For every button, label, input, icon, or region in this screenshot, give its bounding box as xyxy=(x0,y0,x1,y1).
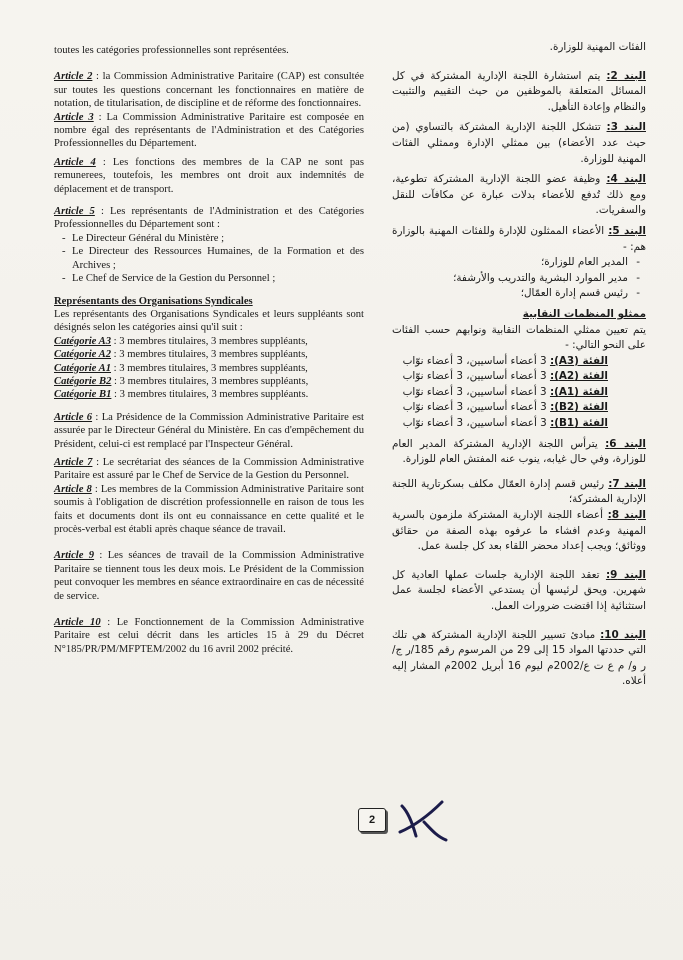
french-column xyxy=(54,44,364,656)
ar-category-a3 xyxy=(392,354,608,370)
category-text: : 3 membres titulaires, 3 membres suppléants, xyxy=(114,375,309,387)
fr-article-2-label: Article 2 xyxy=(54,71,93,83)
fr-article-8-label: Article 8 xyxy=(54,483,92,495)
category-label: الفئة (A3): xyxy=(549,354,608,367)
ar-union-heading: ممثلو المنظمات النقابية xyxy=(522,307,646,320)
ar-category-b2 xyxy=(392,400,608,416)
fr-category-a2 xyxy=(54,348,364,361)
ar-intro: الفئات المهنية للوزارة. xyxy=(549,41,646,53)
category-text: : 3 membres titulaires, 3 membres suppléants, xyxy=(113,349,308,361)
ar-band-2 xyxy=(392,69,646,116)
category-label: Catégorie B1 xyxy=(54,389,112,401)
ar-band-9-label: البند 9: xyxy=(605,568,646,581)
fr-article-4-label: Article 4 xyxy=(54,156,96,168)
ar-category-a1 xyxy=(392,385,608,401)
fr-article-8 xyxy=(54,483,364,537)
ar-band-5-label: البند 5: xyxy=(608,224,646,237)
ar-band-7-text: رئيس قسم إدارة العمّال مكلف بسكرتارية اللجنة الإدارية المشتركة؛ xyxy=(392,477,646,506)
ar-band-3-text: تتشكل اللجنة الإدارية المشتركة بالتساوي (من حيث عدد الأعضاء) بين ممثلي الإدارة وممثلي الفئات المهنية للوزارة. xyxy=(392,121,646,165)
fr-intro: toutes les catégories professionnelles sont représentées. xyxy=(54,45,289,56)
ar-band-8 xyxy=(392,508,646,555)
fr-article-9-label: Article 9 xyxy=(54,550,95,562)
category-text: 3 أعضاء أساسيين، 3 أعضاء نوّاب xyxy=(402,417,547,430)
category-label: Catégorie A1 xyxy=(54,362,111,374)
list-item: - Le Chef de Service de la Gestion du Personnel ; xyxy=(54,272,364,285)
category-text: : 3 membres titulaires, 3 membres suppléants, xyxy=(113,362,308,374)
fr-article-10 xyxy=(54,616,364,656)
list-item: - Le Directeur des Ressources Humaines, de la Formation et des Archives ; xyxy=(54,245,364,272)
ar-band-9 xyxy=(392,568,646,615)
fr-syndicales-heading: Représentants des Organisations Syndicales xyxy=(54,295,253,307)
fr-article-4 xyxy=(54,156,364,196)
category-text: : 3 membres titulaires, 3 membres suppléants, xyxy=(113,335,308,347)
fr-article-10-text: : Le Fonctionnement de la Commission Administrative Paritaire est celui décrit dans les articles 15 à 29 du Décret N°185/PR/PM/MFPTEM/2002 du 16 avril 2002 précité. xyxy=(54,617,364,655)
ar-band-2-label: البند 2: xyxy=(606,69,646,82)
ar-band-5-text: الأعضاء الممثلون للإدارة وللفئات المهنية بالوزارة هم: - xyxy=(392,224,646,253)
ar-band-6-label: البند 6: xyxy=(605,437,646,450)
ar-band-6-text: يترأس اللجنة الإدارية المشتركة المدير العام للوزارة، وفي حال غيابه، ينوب عنه المفتش العام للوزارة. xyxy=(392,437,646,466)
arabic-column xyxy=(392,40,646,690)
ar-band-3-label: البند 3: xyxy=(606,121,646,134)
fr-article-5 xyxy=(54,205,364,232)
ar-union-text: يتم تعيين ممثلي المنظمات النقابية ونوابهم حسب الفئات على النحو التالي: - xyxy=(392,323,646,352)
ar-category-list xyxy=(392,354,646,432)
fr-syndicales-text: Les représentants des Organisations Syndicales et leurs suppléants sont désignés selon les catégories ainsi qu'il suit : xyxy=(54,308,364,334)
category-label: Catégorie A2 xyxy=(54,349,111,361)
category-label: الفئة (B2): xyxy=(550,401,608,414)
ar-category-a2 xyxy=(392,369,608,385)
fr-article-5-text: : Les représentants de l'Administration et des Catégories Professionnelles du Département sont : xyxy=(54,206,364,231)
ar-band-4-label: البند 4: xyxy=(606,173,646,186)
fr-article-4-text: : Les fonctions des membres de la CAP ne sont pas remunerees, toutefois, les membres ont droit aux indemnités de déplacement et de transport. xyxy=(54,156,364,195)
fr-article-7-label: Article 7 xyxy=(54,456,93,468)
ar-band-7 xyxy=(392,477,646,508)
fr-category-b1 xyxy=(54,388,364,401)
category-text: 3 أعضاء أساسيين، 3 أعضاء نوّاب xyxy=(402,385,547,398)
ar-band-3 xyxy=(392,120,646,167)
ar-band-10 xyxy=(392,628,646,690)
fr-category-list xyxy=(54,335,364,402)
fr-article-2-text: : la Commission Administrative Paritaire (CAP) est consultée sur toutes les questions concernant les fonctionnaires en matière de notation, de titularisation, de discipline et de réforme des fonctionnaires. xyxy=(54,71,364,110)
fr-article-3 xyxy=(54,111,364,151)
category-label: Catégorie B2 xyxy=(54,375,112,387)
fr-article-6-label: Article 6 xyxy=(54,411,93,423)
ar-band-6 xyxy=(392,437,646,468)
fr-category-a3 xyxy=(54,335,364,348)
list-item: - مدير الموارد البشرية والتدريب والأرشفة؛ xyxy=(392,271,646,287)
signature-mark xyxy=(394,792,454,852)
category-label: الفئة (A2): xyxy=(549,370,608,383)
fr-article-7 xyxy=(54,456,364,483)
fr-article-7-text: : Le secrétariat des séances de la Commission Administrative Paritaire est assuré par le Chef de Service de la Gestion du Personnel. xyxy=(54,456,364,482)
fr-article-2 xyxy=(54,70,364,110)
list-item: - Le Directeur Général du Ministère ; xyxy=(54,232,364,245)
fr-article-3-label: Article 3 xyxy=(54,111,94,123)
ar-band-8-label: البند 8: xyxy=(607,509,646,522)
category-label: الفئة (A1): xyxy=(549,385,608,398)
ar-band-5 xyxy=(392,224,646,255)
ar-band-7-label: البند 7: xyxy=(608,477,646,490)
ar-band-9-text: تعقد اللجنة الإدارية جلسات عملها العادية كل شهرين. ويحق لرئيسها أن يستدعي الأعضاء لجلسة عمل استثنائية إذا اقتضت ضرورات العمل. xyxy=(392,568,646,612)
fr-category-a1 xyxy=(54,362,364,375)
page-number: 2 xyxy=(358,808,386,832)
category-text: 3 أعضاء أساسيين، 3 أعضاء نوّاب xyxy=(402,370,547,383)
fr-article-5-label: Article 5 xyxy=(54,206,95,218)
list-item: - رئيس قسم إدارة العمّال؛ xyxy=(392,286,646,302)
fr-article-6-text: : La Présidence de la Commission Administrative Paritaire est assurée par le Directeur Général du Ministère. En cas d'empêchement du Président, celui-ci est remplacé par l'Inspecteur Général. xyxy=(54,411,364,450)
category-text: 3 أعضاء أساسيين، 3 أعضاء نوّاب xyxy=(402,354,547,367)
category-label: Catégorie A3 xyxy=(54,335,111,347)
fr-article-5-list xyxy=(54,232,364,286)
ar-band-5-list xyxy=(392,255,646,302)
category-text: 3 أعضاء أساسيين، 3 أعضاء نوّاب xyxy=(402,401,547,414)
fr-article-6 xyxy=(54,411,364,451)
category-label: الفئة (B1): xyxy=(550,417,608,430)
ar-category-b1 xyxy=(392,416,608,432)
fr-article-3-text: : La Commission Administrative Paritaire est composée en nombre égal des représentants de l'Administration et des Catégories Professionnelles du Département. xyxy=(54,111,365,150)
ar-band-2-text: يتم استشارة اللجنة الإدارية المشتركة في كل المسائل المتعلقة بالموظفين من حيث التقييم والتثبيت والنظام وإعادة التأهيل. xyxy=(392,69,646,113)
list-item: - المدير العام للوزارة؛ xyxy=(392,255,646,271)
fr-article-10-label: Article 10 xyxy=(54,617,101,629)
fr-article-9-text: : Les séances de travail de la Commission Administrative Paritaire se tiennent tous les deux mois. Le Président de la Commission peut convoquer les membres en séance extraordinaire en cas de nécessité de service. xyxy=(54,550,364,602)
fr-article-8-text: : Les membres de la Commission Administrative Paritaire sont soumis à l'obligation de discrétion professionnelle en raison de tous les faits et documents dont ils ont eu connaissance en cette qualité et le procès-verbal est établi après chaque séance de travail. xyxy=(54,483,364,535)
ar-band-4 xyxy=(392,172,646,219)
category-text: : 3 membres titulaires, 3 membres suppléants. xyxy=(114,389,309,401)
ar-band-10-text: مبادئ تسيير اللجنة الإدارية المشتركة هي تلك التي حددتها المواد 15 إلى 29 من المرسوم رقم 185/ر ج/ ر و/ م ع ت ع/2002م ليوم 16 أبريل 2002م المشار إليه أعلاه. xyxy=(392,628,646,688)
ar-band-10-label: البند 10: xyxy=(600,628,646,641)
fr-article-9 xyxy=(54,549,364,603)
ar-band-8-text: أعضاء اللجنة الإدارية المشتركة ملزمون بالسرية المهنية وعدم افشاء ما عرفوه بهذه الصفة من حقائق ووثائق؛ ويجب إعداد محضر اللقاء بعد كل جلسة عمل. xyxy=(392,509,646,553)
fr-category-b2 xyxy=(54,375,364,388)
ar-band-4-text: وظيفة عضو اللجنة الإدارية المشتركة تطوعية، ومع ذلك تُدفع للأعضاء بدلات عبارة عن مكافآت للنقل والسفريات. xyxy=(392,173,646,217)
